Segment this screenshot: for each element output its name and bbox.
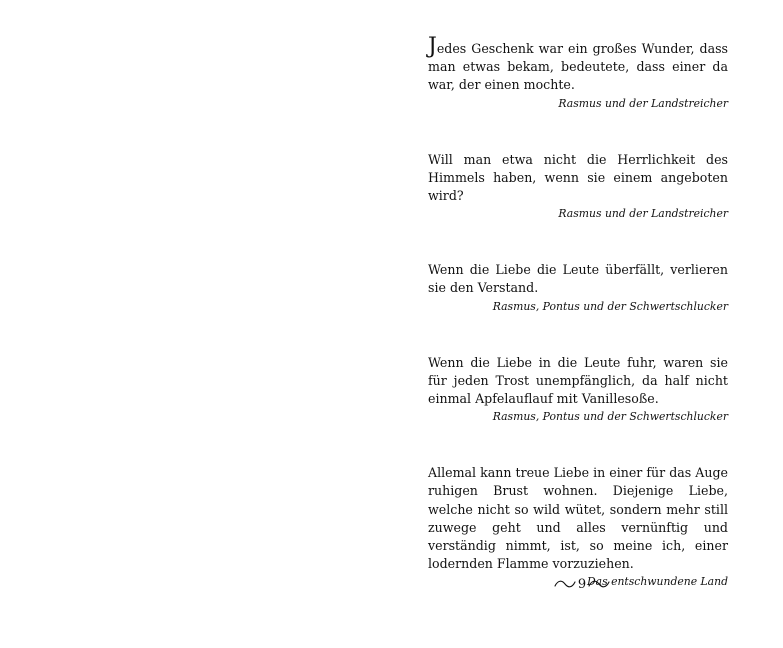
quote-2 xyxy=(428,151,728,222)
quote-text: Will man etwa nicht die Herrlichkeit des Himmels haben, wenn sie einem angeboten wird? xyxy=(428,151,728,204)
quote-3 xyxy=(428,261,728,313)
spacer xyxy=(428,314,728,354)
text-column xyxy=(428,34,728,589)
drop-cap: J xyxy=(428,34,437,59)
quote-text xyxy=(428,34,728,95)
spacer xyxy=(428,221,728,261)
page-number: 9 xyxy=(577,576,587,592)
tilde-swash-icon xyxy=(554,578,576,590)
quote-text: Wenn die Liebe in die Leute fuhr, waren sie für jeden Trost unempfänglich, da half nicht einmal Apfelauflauf mit Vanillesoße. xyxy=(428,354,728,407)
tilde-swash-icon xyxy=(588,578,610,590)
spacer xyxy=(428,111,728,151)
quote-body: edes Geschenk war ein großes Wunder, dass man etwas bekam, bedeutete, dass einer da war, der einen mochte. xyxy=(428,41,728,93)
quote-text: Allemal kann treue Liebe in einer für das Auge ruhigen Brust wohnen. Diejenige Liebe, welche nicht so wild wütet, sondern mehr still zuwege geht und alles vernünftig und verständig nimmt, ist, so meine ich, einer lodernden Flamme vorzuziehen. xyxy=(428,465,728,572)
page-folio xyxy=(548,572,616,596)
quote-text: Wenn die Liebe die Leute überfällt, verlieren sie den Verstand. xyxy=(428,262,728,296)
quote-source: Rasmus, Pontus und der Schwertschlucker xyxy=(492,299,728,313)
quote-source: Rasmus und der Landstreicher xyxy=(558,207,728,221)
quote-source: Das entschwundene Land xyxy=(587,575,728,589)
quote-source: Rasmus und der Landstreicher xyxy=(558,96,728,110)
quote-source: Rasmus, Pontus und der Schwertschlucker xyxy=(492,410,728,424)
quote-5 xyxy=(428,464,728,589)
spacer xyxy=(428,424,728,464)
quote-4 xyxy=(428,354,728,425)
quote-1 xyxy=(428,34,728,111)
